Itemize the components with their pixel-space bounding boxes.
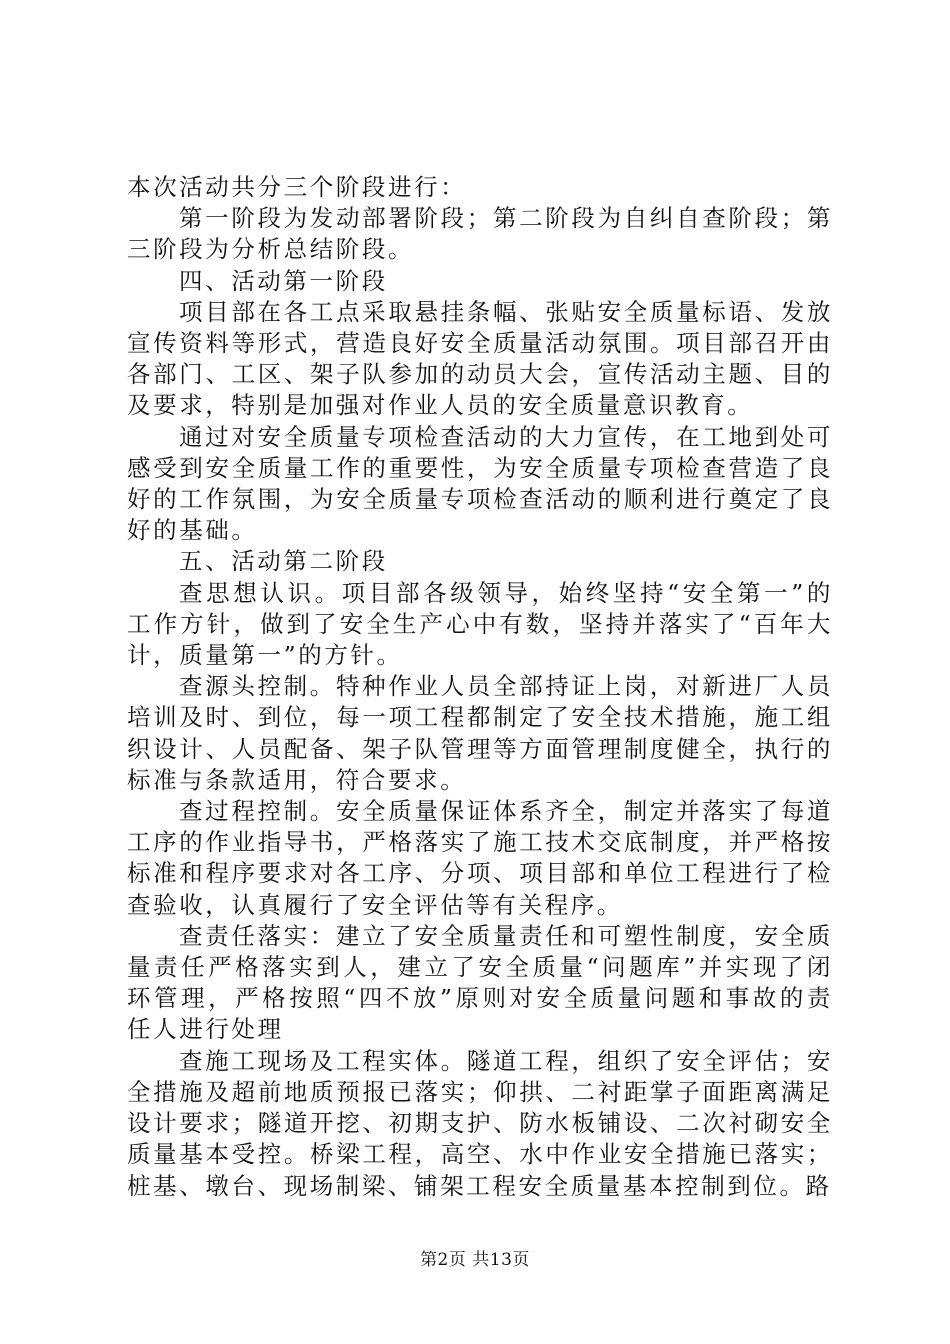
paragraph-source-control: 查源头控制。特种作业人员全部持证上岗，对新进厂人员培训及时、到位，每一项工程都制定了安全技术措施，施工组织设计、人员配备、架子队管理等方面管理制度健全，执行的标准与条款适用，符合要求。 <box>127 672 833 794</box>
paragraph-thinking: 查思想认识。项目部各级领导，始终坚持“安全第一”的工作方针，做到了安全生产心中有数，坚持并落实了“百年大计，质量第一”的方针。 <box>127 578 833 670</box>
paragraph-process-control: 查过程控制。安全质量保证体系齐全，制定并落实了每道工序的作业指导书，严格落实了施工技术交底制度，并严格按标准和程序要求对各工序、分项、项目部和单位工程进行了检查验收，认真履行了安全评估等有关程序。 <box>127 797 833 919</box>
paragraph-responsibility: 查责任落实：建立了安全质量责任和可塑性制度，安全质量责任严格落实到人，建立了安全质量“问题库”并实现了闭环管理，严格按照“四不放”原则对安全质量问题和事故的责任人进行处理 <box>127 921 833 1044</box>
paragraph-intro: 本次活动共分三个阶段进行： <box>127 173 467 201</box>
paragraph-publicity: 项目部在各工点采取悬挂条幅、张贴安全质量标语、发放宣传资料等形式，营造良好安全质量活动氛围。项目部召开由各部门、工区、架子队参加的动员大会，宣传活动主题、目的及要求，特别是加强对作业人员的安全质量意识教育。 <box>127 297 833 420</box>
paragraph-site-inspection: 查施工现场及工程实体。隧道工程，组织了安全评估；安全措施及超前地质预报已落实；仰拱、二衬距掌子面距离满足设计要求；隧道开挖、初期支护、防水板铺设、二次衬砌安全质量基本受控。桥梁工程，高空、水中作业安全措施已落实；桩基、墩台、现场制梁、铺架工程安全质量基本控制到位。路 <box>127 1046 833 1200</box>
section-heading-4: 四、活动第一阶段 <box>179 266 388 295</box>
paragraph-stages: 第一阶段为发动部署阶段；第二阶段为自纠自查阶段；第三阶段为分析总结阶段。 <box>127 204 833 264</box>
paragraph-atmosphere: 通过对安全质量专项检查活动的大力宣传，在工地到处可感受到安全质量工作的重要性，为安全质量专项检查营造了良好的工作氛围，为安全质量专项检查活动的顺利进行奠定了良好的基础。 <box>127 422 833 545</box>
document-body <box>127 172 833 1202</box>
page-number-footer: 第2页 共13页 <box>420 1250 530 1270</box>
section-heading-5: 五、活动第二阶段 <box>179 547 388 576</box>
